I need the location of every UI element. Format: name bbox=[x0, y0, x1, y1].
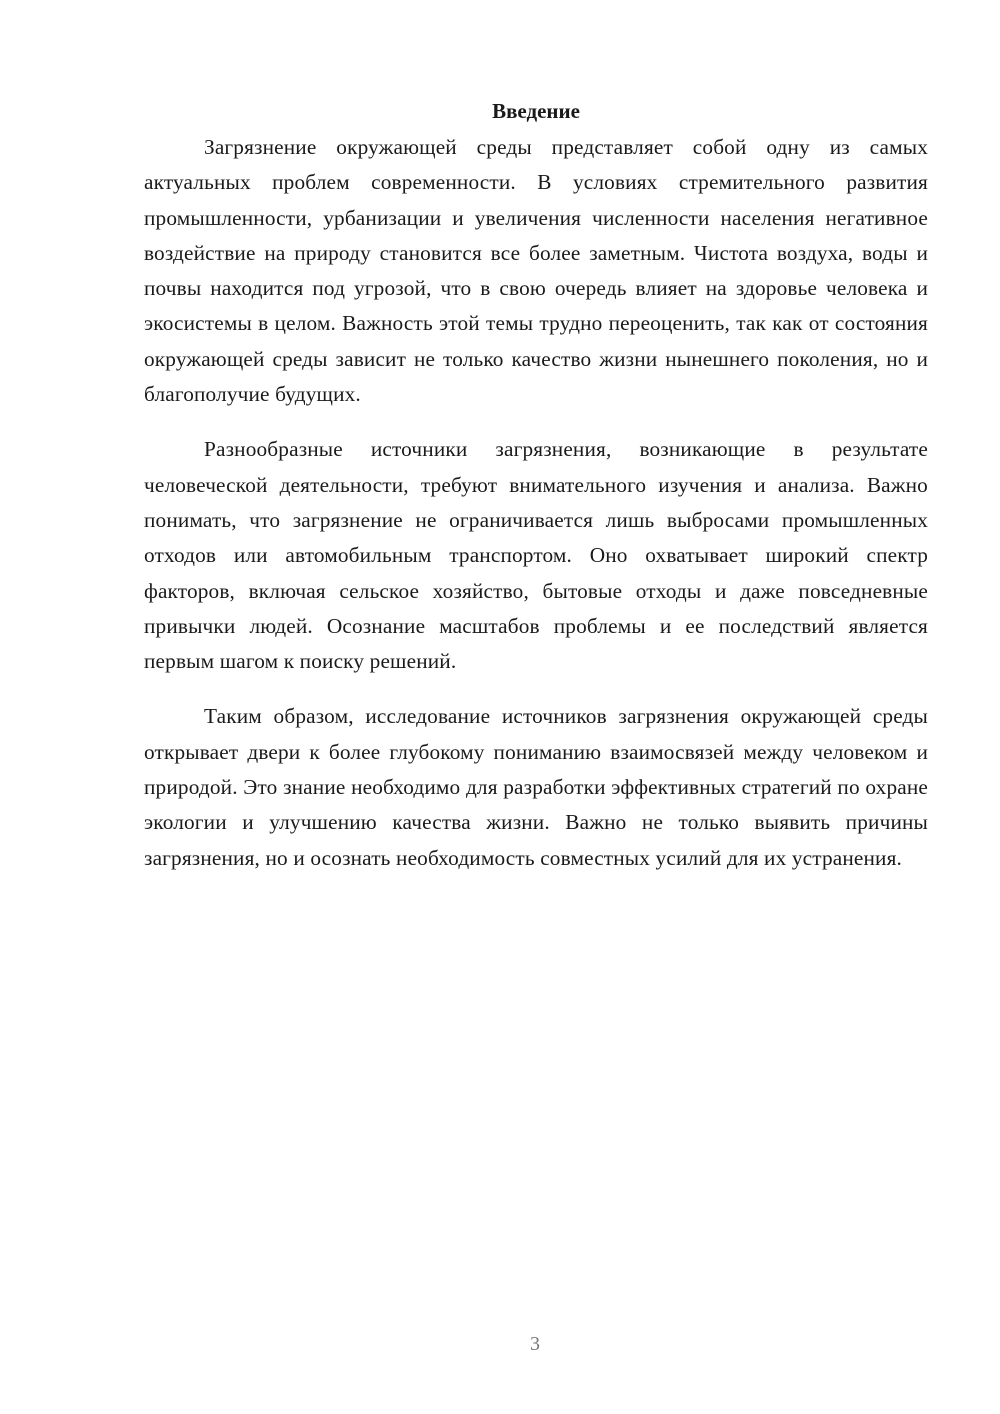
paragraph-1: Загрязнение окружающей среды представляет собой одну из самых актуальных проблем современности. В условиях стремительного развития промышленности, урбанизации и увеличения численности населения негативное воздействие на природу становится все более заметным. Чистота воздуха, воды и почвы находится под угрозой, что в свою очередь влияет на здоровье человека и экосистемы в целом. Важность этой темы трудно переоценить, так как от состояния окружающей среды зависит не только качество жизни нынешнего поколения, но и благополучие будущих. bbox=[144, 135, 928, 407]
paragraph-3: Таким образом, исследование источников загрязнения окружающей среды открывает двери к более глубокому пониманию взаимосвязей между человеком и природой. Это знание необходимо для разработки эффективных стратегий по охране экологии и улучшению качества жизни. Важно не только выявить причины загрязнения, но и осознать необходимость совместных усилий для их устранения. bbox=[144, 704, 928, 870]
paragraph-2: Разнообразные источники загрязнения, возникающие в результате человеческой деятельности, требуют внимательного изучения и анализа. Важно понимать, что загрязнение не ограничивается лишь выбросами промышленных отходов или автомобильным транспортом. Оно охватывает широкий спектр факторов, включая сельское хозяйство, бытовые отходы и даже повседневные привычки людей. Осознание масштабов проблемы и ее последствий является первым шагом к поиску решений. bbox=[144, 437, 928, 674]
page-number: 3 bbox=[530, 1333, 540, 1355]
page-body bbox=[144, 96, 928, 896]
section-title: Введение bbox=[492, 99, 580, 123]
